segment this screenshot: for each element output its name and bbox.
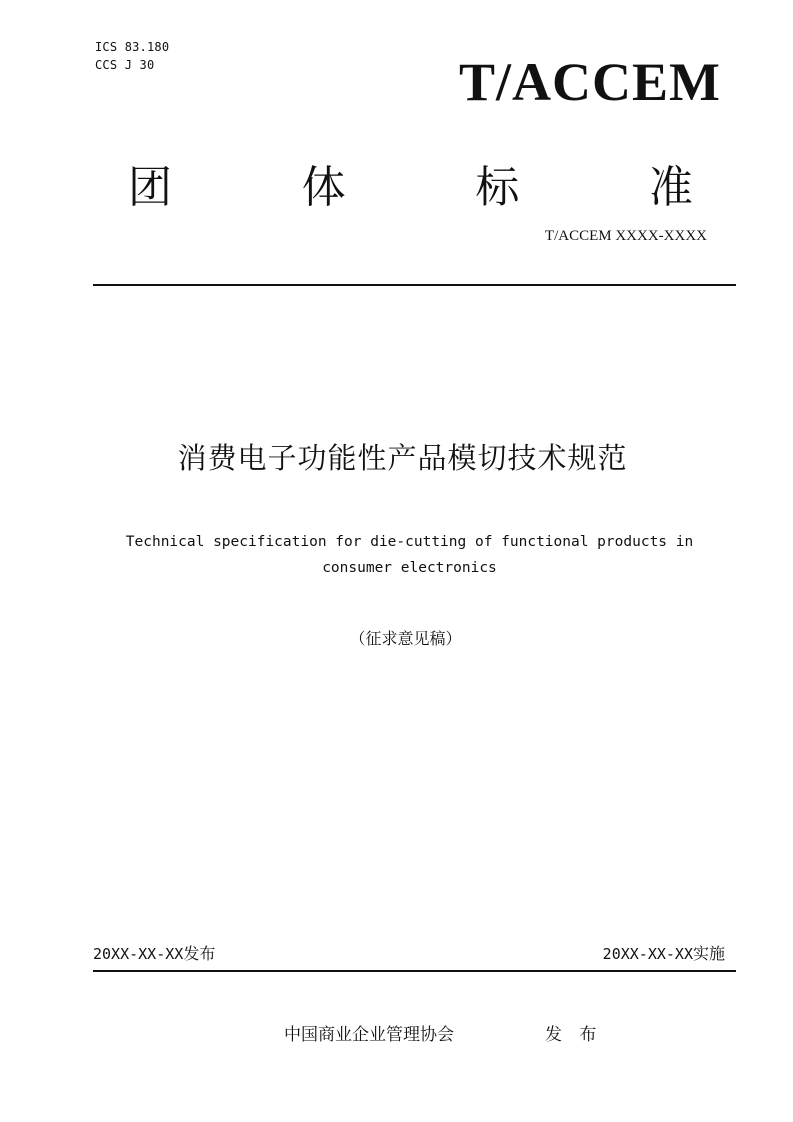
english-title-line: Technical specification for die-cutting of functional products in (125, 534, 694, 550)
ccs-code: CCS J 30 (95, 58, 155, 72)
document-title-chinese: 消费电子功能性产品模切技术规范 (177, 441, 628, 475)
standard-type-heading (128, 158, 693, 218)
document-title-english (93, 529, 726, 581)
effective-date-value: 20XX-XX-XX (602, 945, 693, 963)
draft-status: （征求意见稿） (349, 629, 462, 648)
publish-date (93, 943, 215, 965)
publish-date-value: 20XX-XX-XX (93, 945, 184, 963)
ics-code: ICS 83.180 (95, 40, 170, 54)
english-title-line: consumer electronics (322, 560, 497, 576)
standard-type-char: 标 (475, 162, 520, 213)
issuing-organization: 中国商业企业管理协会 (284, 1025, 454, 1045)
effective-date (603, 943, 725, 965)
footer-divider (93, 970, 736, 972)
standard-number: T/ACCEM XXXX-XXXX (544, 228, 707, 244)
standard-type-char: 准 (648, 162, 693, 213)
standard-type-char: 体 (301, 162, 346, 213)
standard-type-char: 团 (128, 162, 172, 213)
header-divider (93, 284, 736, 286)
effective-date-label: 实施 (692, 944, 725, 963)
publish-date-label: 发布 (183, 944, 216, 963)
issue-action: 发 布 (545, 1025, 603, 1045)
standard-logo: T/ACCEM (459, 52, 721, 112)
